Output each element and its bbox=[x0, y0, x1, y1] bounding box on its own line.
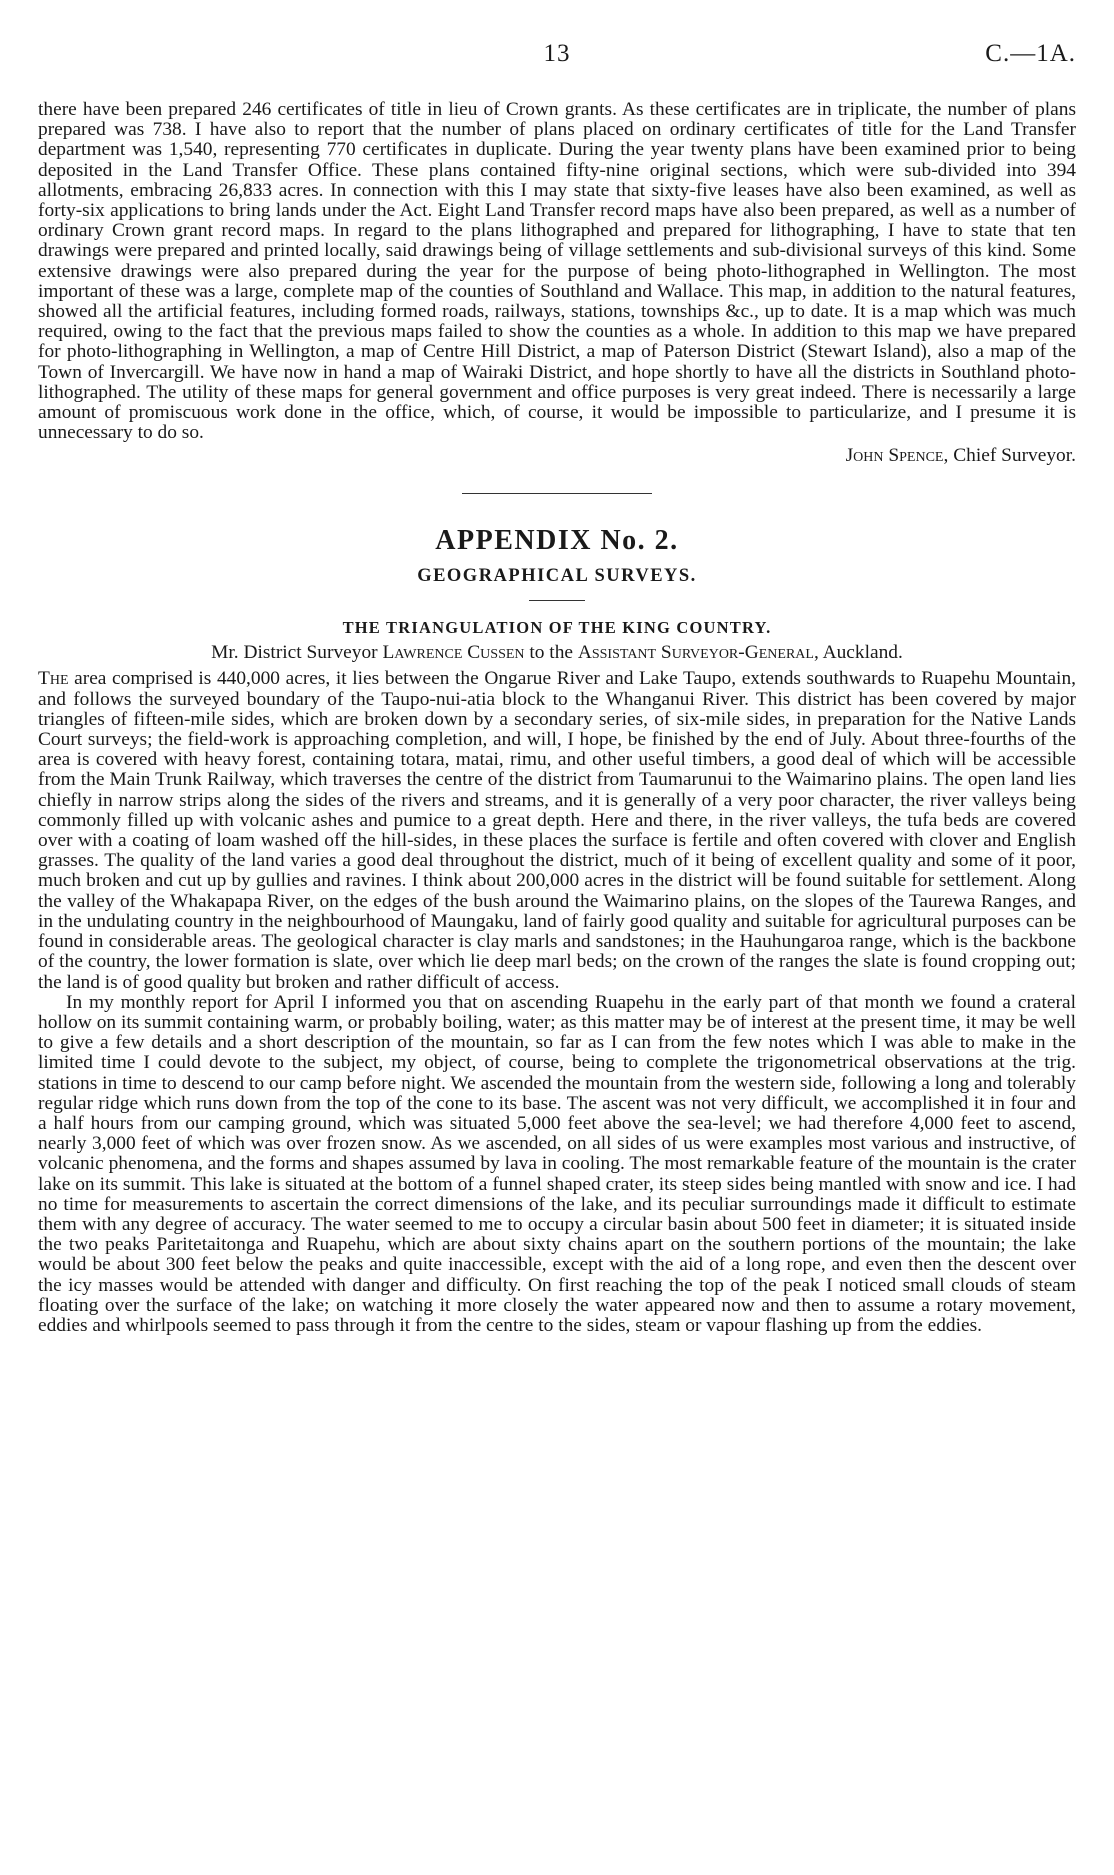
page-header bbox=[38, 0, 1076, 100]
address-suffix: , Auckland. bbox=[813, 642, 903, 664]
section-title: GEOGRAPHICAL SURVEYS. bbox=[417, 566, 697, 587]
opening-paragraph: there have been prepared 246 certificates of title in lieu of Crown grants. As these certificates are in triplicate, the number of plans prepared was 738. I have also to report that the number of plans placed on ordinary certificates of title for the Land Transfer department was 1,540, representing 770 certificates in duplicate. During the year twenty plans have been examined prior to being deposited in the Land Transfer Office. These plans contained fifty-nine original sections, which were sub-divided into 394 allotments, embracing 26,833 acres. In connection with this I may state that sixty-five leases have also been examined, as well as forty-six applications to bring lands under the Act. Eight Land Transfer record maps have also been prepared, as well as a number of ordinary Crown grant record maps. In regard to the plans lithographed and prepared for lithographing, I have to state that ten drawings were prepared and printed locally, said drawings being of village settlements and sub-divisional surveys of this kind. Some extensive drawings were also prepared during the year for the purpose of being photo-lithographed in Wellington. The most important of these was a large, complete map of the counties of Southland and Wallace. This map, in addition to the natural features, showed all the artificial features, including formed roads, railways, stations, townships &c., up to date. It is a map which was much required, owing to the fact that the previous maps failed to show the counties as a whole. In addition to this map we have prepared for photo-lithographing in Wellington, a map of Centre Hill District, a map of Paterson District (Stewart Island), also a map of the Town of Invercargill. We have now in hand a map of Wairaki District, and hope shortly to have all the districts in Southland photo-lithographed. The utility of these maps for general government and office purposes is very great indeed. There is necessarily a large amount of promiscuous work done in the office, which, of course, it would be impossible to particularize, and I presume it is unnecessary to do so. bbox=[38, 99, 1076, 444]
short-divider bbox=[529, 600, 585, 601]
report-body bbox=[38, 669, 1076, 1336]
address-line bbox=[38, 641, 1076, 665]
address-recipient: Assistant Surveyor-General bbox=[577, 642, 814, 664]
appendix-title: APPENDIX No. 2. bbox=[435, 525, 679, 557]
document-reference: C.—1A. bbox=[985, 40, 1076, 67]
address-prefix: Mr. District Surveyor bbox=[211, 642, 383, 664]
paragraph-lead-word: The bbox=[38, 668, 69, 690]
body-paragraph-2: In my monthly report for April I informed you that on ascending Ruapehu in the early part of that month we found a crateral hollow on its summit containing warm, or probably boiling, water; as this matter may be of interest at the present time, it may be well to give a few details and a short description of the mountain, so far as I can from the few notes which I was able to make in the limited time I could devote to the subject, my object, of course, being to complete the trigonometrical observations at the trig. stations in time to descend to our camp before night. We ascended the mountain from the western side, following a long and tolerably regular ridge which runs down from the top of the cone to its base. The ascent was not very difficult, we accomplished it in four and a half hours from our camping ground, which was situated 5,000 feet above the sea-level; we had therefore 4,000 feet to ascend, nearly 3,000 feet of which was over frozen snow. As we ascended, on all sides of us were examples most various and instructive, of volcanic phenomena, and the forms and shapes assumed by lava in cooling. The most remarkable feature of the mountain is the crater lake on its summit. This lake is situated at the bottom of a funnel shaped crater, its steep sides being mantled with snow and ice. I had no time for measurements to ascertain the correct dimensions of the lake, and its peculiar surroundings made it difficult to estimate them with any degree of accuracy. The water seemed to me to occupy a circular basin about 500 feet in diameter; it is situated inside the two peaks Paritetaitonga and Ruapehu, which are about sixty chains apart on the southern portions of the mountain; the lake would be about 300 feet below the peaks and quite inaccessible, except with the aid of a long rope, and even then the descent over the icy masses would be attended with danger and difficulty. On first reaching the top of the peak I noticed small clouds of steam floating over the surface of the lake; on watching it more closely the water appeared now and then to assume a rotary movement, eddies and whirlpools seemed to pass through it from the centre to the sides, steam or vapour flashing up from the eddies. bbox=[38, 991, 1076, 1336]
signature bbox=[38, 445, 1076, 467]
signature-title: , Chief Surveyor. bbox=[943, 445, 1076, 467]
signature-name: John Spence bbox=[845, 445, 944, 467]
page-number: 13 bbox=[543, 40, 571, 67]
report-subtitle: THE TRIANGULATION OF THE KING COUNTRY. bbox=[342, 618, 772, 638]
body-paragraph-1-text: area comprised is 440,000 acres, it lies between the Ongarue River and Lake Taupo, extends southwards to Ruapehu Mountain, and follows the surveyed boundary of the Taupo-nui-atia block to the Whanganui River. This district has been covered by major triangles of fifteen-mile sides, which are broken down by a secondary series, of six-mile sides, in preparation for the Native Lands Court surveys; the field-work is approaching completion, and will, I hope, be finished by the end of July. About three-fourths of the area is covered with heavy forest, containing totara, matai, rimu, and other useful timbers, a good deal of which will be accessible from the Main Trunk Railway, which traverses the centre of the district from Taumarunui to the Waimarino plains. The open land lies chiefly in narrow strips along the sides of the rivers and streams, and it is generally of a very poor character, the river valleys being commonly filled up with volcanic ashes and pumice to a great depth. Here and there, in the river valleys, the tufa beds are covered over with a coating of loam washed off the hill-sides, in these places the surface is fertile and often covered with clover and English grasses. The quality of the land varies a good deal throughout the district, much of it being of excellent quality and some of it poor, much broken and cut up by gullies and ravines. I think about 200,000 acres in the district will be found suitable for settlement. Along the valley of the Whakapapa River, on the edges of the bush around the Waimarino plains, on the slopes of the Taurewa Ranges, and in the undulating country in the neighbourhood of Maungaku, land of fairly good quality and suitable for agricultural purposes can be found in considerable areas. The geological character is clay marls and sandstones; in the Hauhungaroa range, which is the backbone of the country, the lower formation is slate, over which lie deep marl beds; on the crown of the ranges the slate is found cropping out; the land is of good quality but broken and rather difficult of access. bbox=[38, 668, 1076, 993]
document-page bbox=[38, 0, 1076, 1336]
address-sender: Lawrence Cussen bbox=[382, 642, 525, 664]
section-divider bbox=[462, 493, 652, 494]
address-middle: to the bbox=[524, 642, 578, 664]
body-paragraph-1 bbox=[38, 669, 1076, 992]
